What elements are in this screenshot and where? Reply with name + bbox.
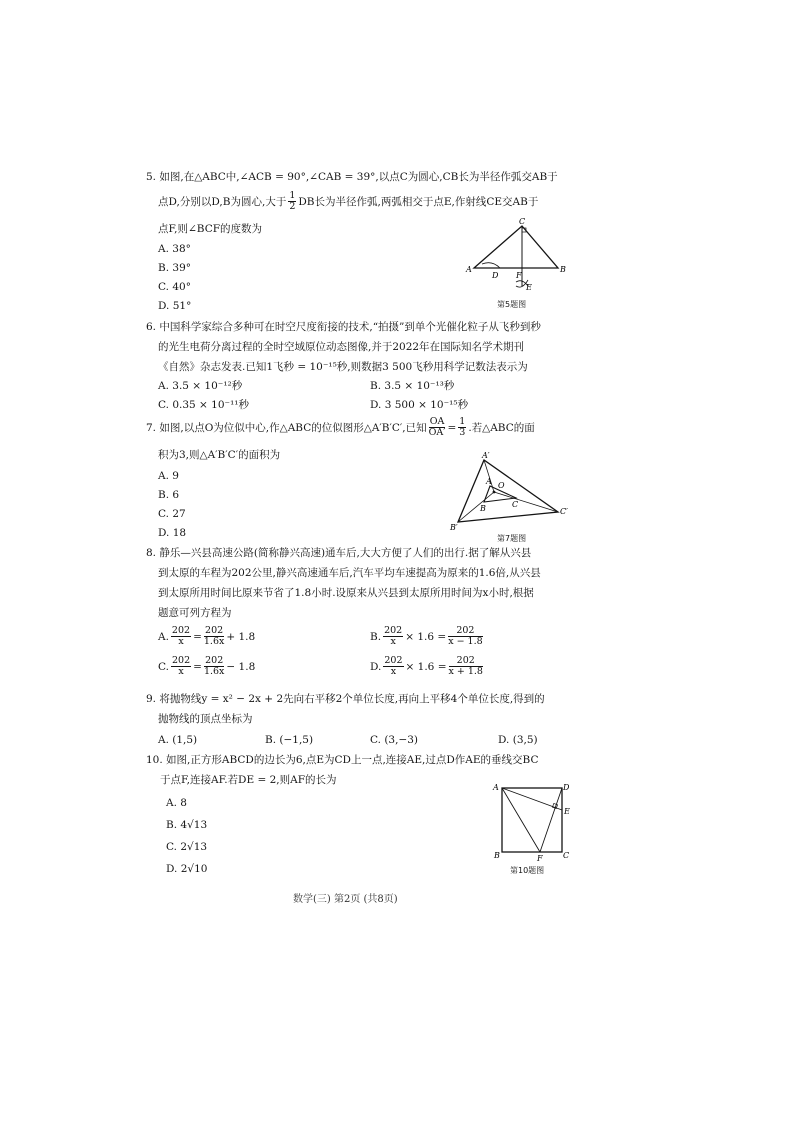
q6-option-c: C. 0.35 × 10⁻¹¹秒 (158, 399, 250, 411)
q8-b-frac2 (448, 626, 482, 648)
q7-eq: = (447, 421, 457, 434)
q7-figure-caption: 第7题图 (497, 534, 527, 543)
q7-option-a: A. 9 (158, 470, 179, 482)
q8-option-c (158, 656, 255, 678)
q10-label-c: C (563, 851, 570, 860)
q7-label-b1: B′ (450, 523, 458, 532)
q9-option-c: C. (3,−3) (370, 734, 419, 746)
q8-a-tail: + 1.8 (226, 630, 256, 643)
q10-square-diagram (490, 782, 572, 864)
q10-right-angle-mark (552, 803, 557, 808)
q8-option-a (158, 626, 255, 648)
q7-label-a: A (486, 477, 492, 486)
q5-option-c: C. 40° (158, 281, 191, 293)
q7-frac2-den: 3 (459, 427, 466, 439)
q7-option-c: C. 27 (158, 508, 186, 520)
q5-label-a: A (466, 265, 472, 274)
q6-option-b: B. 3.5 × 10⁻¹³秒 (370, 380, 455, 392)
q8-b-frac1 (383, 626, 403, 648)
q8-line-3: 到太原所用时间比原来节省了1.8小时.设原来从兴县到太原所用时间为x小时,根据 (158, 587, 534, 599)
q5-label-f: F (516, 271, 522, 280)
q9-option-d: D. (3,5) (498, 734, 538, 746)
q8-d-n2: 202 (449, 656, 483, 667)
q5-figure-caption: 第5题图 (497, 300, 527, 309)
q8-d-frac1 (383, 656, 403, 678)
q8-b-d1: x (390, 636, 396, 648)
q9-option-b: B. (−1,5) (265, 734, 314, 746)
q7-label-b: B (480, 504, 486, 513)
q10-option-b: B. 4√13 (166, 819, 208, 831)
q6-line-1: 6. 中国科学家综合多种可在时空尺度衔接的技术,“拍摄”到单个光催化粒子从飞秒到秒 (146, 321, 541, 333)
q7-third-fraction (458, 417, 466, 439)
q10-segment-af (502, 788, 540, 852)
q8-c-d2: 1.6x (203, 666, 225, 678)
q10-label-b: B (494, 851, 500, 860)
q7-line-1-post: .若△ABC的面 (468, 421, 535, 434)
q10-option-a: A. 8 (166, 797, 187, 809)
q5-label-d: D (492, 271, 499, 280)
q10-square-abcd (502, 788, 562, 852)
q7-frac1-num: OA (429, 416, 445, 427)
q8-a-d2: 1.6x (203, 636, 225, 648)
q9-line-1: 9. 将抛物线y = x² − 2x + 2先向右平移2个单位长度,再向上平移4个单位长度,得到的 (146, 693, 545, 705)
q5-frac-num: 1 (289, 190, 296, 201)
q8-a-label: A. (158, 630, 169, 643)
q5-frac-den: 2 (289, 201, 296, 213)
q5-option-d: D. 51° (158, 300, 192, 312)
q8-c-n2: 202 (205, 655, 224, 666)
q7-line-2: 积为3,则△A′B′C′的面积为 (158, 449, 281, 461)
q7-ray-ob (458, 492, 494, 522)
q5-figure (460, 216, 570, 298)
q5-triangle-abc (474, 226, 558, 268)
q8-c-n1: 202 (172, 655, 191, 666)
q7-label-c: C (512, 500, 519, 509)
q10-label-d: D (563, 783, 570, 792)
q8-a-frac2 (204, 626, 224, 648)
q8-a-d1: x (178, 636, 184, 648)
q7-homothety-diagram (446, 450, 576, 532)
q5-line-2-post: DB长为半径作弧,两弧相交于点E,作射线CE交AB于 (298, 195, 539, 208)
q8-c-frac1 (171, 656, 191, 678)
page-footer: 数学(三) 第2页 (共8页) (293, 894, 398, 905)
q8-b-label: B. (370, 630, 382, 643)
q7-label-o: O (498, 481, 505, 490)
q5-label-b: B (560, 265, 566, 274)
q5-line-3: 点F,则∠BCF的度数为 (158, 223, 263, 235)
q7-ratio-fraction (429, 417, 446, 439)
q8-c-mid: = (193, 660, 202, 673)
q5-line-2-pre: 点D,分别以D,B为圆心,大于 (158, 195, 287, 208)
q8-d-n1: 202 (384, 655, 403, 666)
q5-option-a: A. 38° (158, 243, 191, 255)
q8-b-mid: × 1.6 = (405, 630, 447, 643)
q8-a-n2: 202 (205, 625, 224, 636)
q8-b-d2: x − 1.8 (448, 636, 483, 648)
q7-figure (446, 450, 576, 532)
q10-line-2: 于点F,连接AF.若DE = 2,则AF的长为 (160, 774, 337, 786)
q5-arc-d (482, 263, 500, 268)
q5-triangle-diagram (460, 216, 570, 298)
q8-line-2: 到太原的车程为202公里,静兴高速通车后,汽车平均车速提高为原来的1.6倍,从兴县 (158, 567, 541, 579)
q6-option-a: A. 3.5 × 10⁻¹²秒 (158, 380, 243, 392)
q8-c-tail: − 1.8 (226, 660, 256, 673)
q9-line-2: 抛物线的顶点坐标为 (158, 713, 253, 725)
q7-line-1 (146, 417, 535, 439)
q10-segment-df (540, 788, 562, 852)
q6-line-3: 《自然》杂志发表.已知1飞秒 = 10⁻¹⁵秒,则数据3 500飞秒用科学记数法表示为 (158, 361, 528, 373)
q5-label-c: C (519, 217, 526, 226)
q8-option-d (370, 656, 485, 678)
q6-line-2: 的光生电荷分离过程的全时空域原位动态图像,并于2022年在国际知名学术期刊 (158, 341, 525, 353)
q10-segment-ae (502, 788, 562, 810)
q8-option-b (370, 626, 485, 648)
q7-option-b: B. 6 (158, 489, 180, 501)
q10-label-f: F (537, 854, 543, 863)
q7-line-1-pre: 7. 如图,以点O为位似中心,作△ABC的位似图形△A′B′C′,已知 (146, 421, 427, 434)
q8-a-frac1 (171, 626, 191, 648)
q8-d-d1: x (390, 666, 397, 678)
q10-option-c: C. 2√13 (166, 841, 208, 853)
q8-a-mid: = (193, 630, 202, 643)
q8-d-label: D. (370, 660, 382, 673)
q5-line-2 (158, 191, 538, 213)
q10-figure-caption: 第10题图 (510, 866, 545, 875)
q8-d-mid: × 1.6 = (405, 660, 447, 673)
q7-frac1-den: OA′ (428, 427, 446, 439)
q8-c-d1: x (178, 666, 184, 678)
q7-option-d: D. 18 (158, 527, 187, 539)
q8-d-frac2 (449, 656, 483, 678)
q5-line-1: 5. 如图,在△ABC中,∠ACB = 90°,∠CAB = 39°,以点C为圆心,CB长为半径作弧交AB于 (146, 171, 558, 183)
q8-c-label: C. (158, 660, 169, 673)
q9-option-a: A. (1,5) (158, 734, 198, 746)
q10-label-a: A (493, 783, 499, 792)
q10-label-e: E (564, 807, 570, 816)
q8-c-frac2 (204, 656, 224, 678)
q10-option-d: D. 2√10 (166, 863, 208, 875)
q8-b-n1: 202 (384, 625, 403, 636)
q10-line-1: 10. 如图,正方形ABCD的边长为6,点E为CD上一点,连接AE,过点D作AE的垂线交BC (146, 754, 539, 766)
q5-half-fraction (288, 191, 296, 213)
q7-label-a1: A′ (482, 451, 490, 460)
q5-label-e: E (526, 283, 532, 292)
q8-line-1: 8. 静乐—兴县高速公路(简称静兴高速)通车后,大大方便了人们的出行.据了解从兴县 (146, 547, 532, 559)
q8-line-4: 题意可列方程为 (158, 607, 232, 619)
q6-option-d: D. 3 500 × 10⁻¹⁵秒 (370, 399, 469, 411)
q7-point-o (493, 491, 496, 494)
q7-triangle-a1b1c1 (458, 460, 558, 522)
q7-label-c1: C′ (560, 507, 568, 516)
q8-a-n1: 202 (171, 625, 191, 636)
q7-ray-oc (494, 492, 558, 512)
q8-b-n2: 202 (448, 626, 482, 637)
q5-option-b: B. 39° (158, 262, 192, 274)
q10-figure (490, 782, 572, 864)
q8-d-d2: x + 1.8 (448, 666, 483, 678)
q7-frac2-num: 1 (459, 416, 466, 427)
